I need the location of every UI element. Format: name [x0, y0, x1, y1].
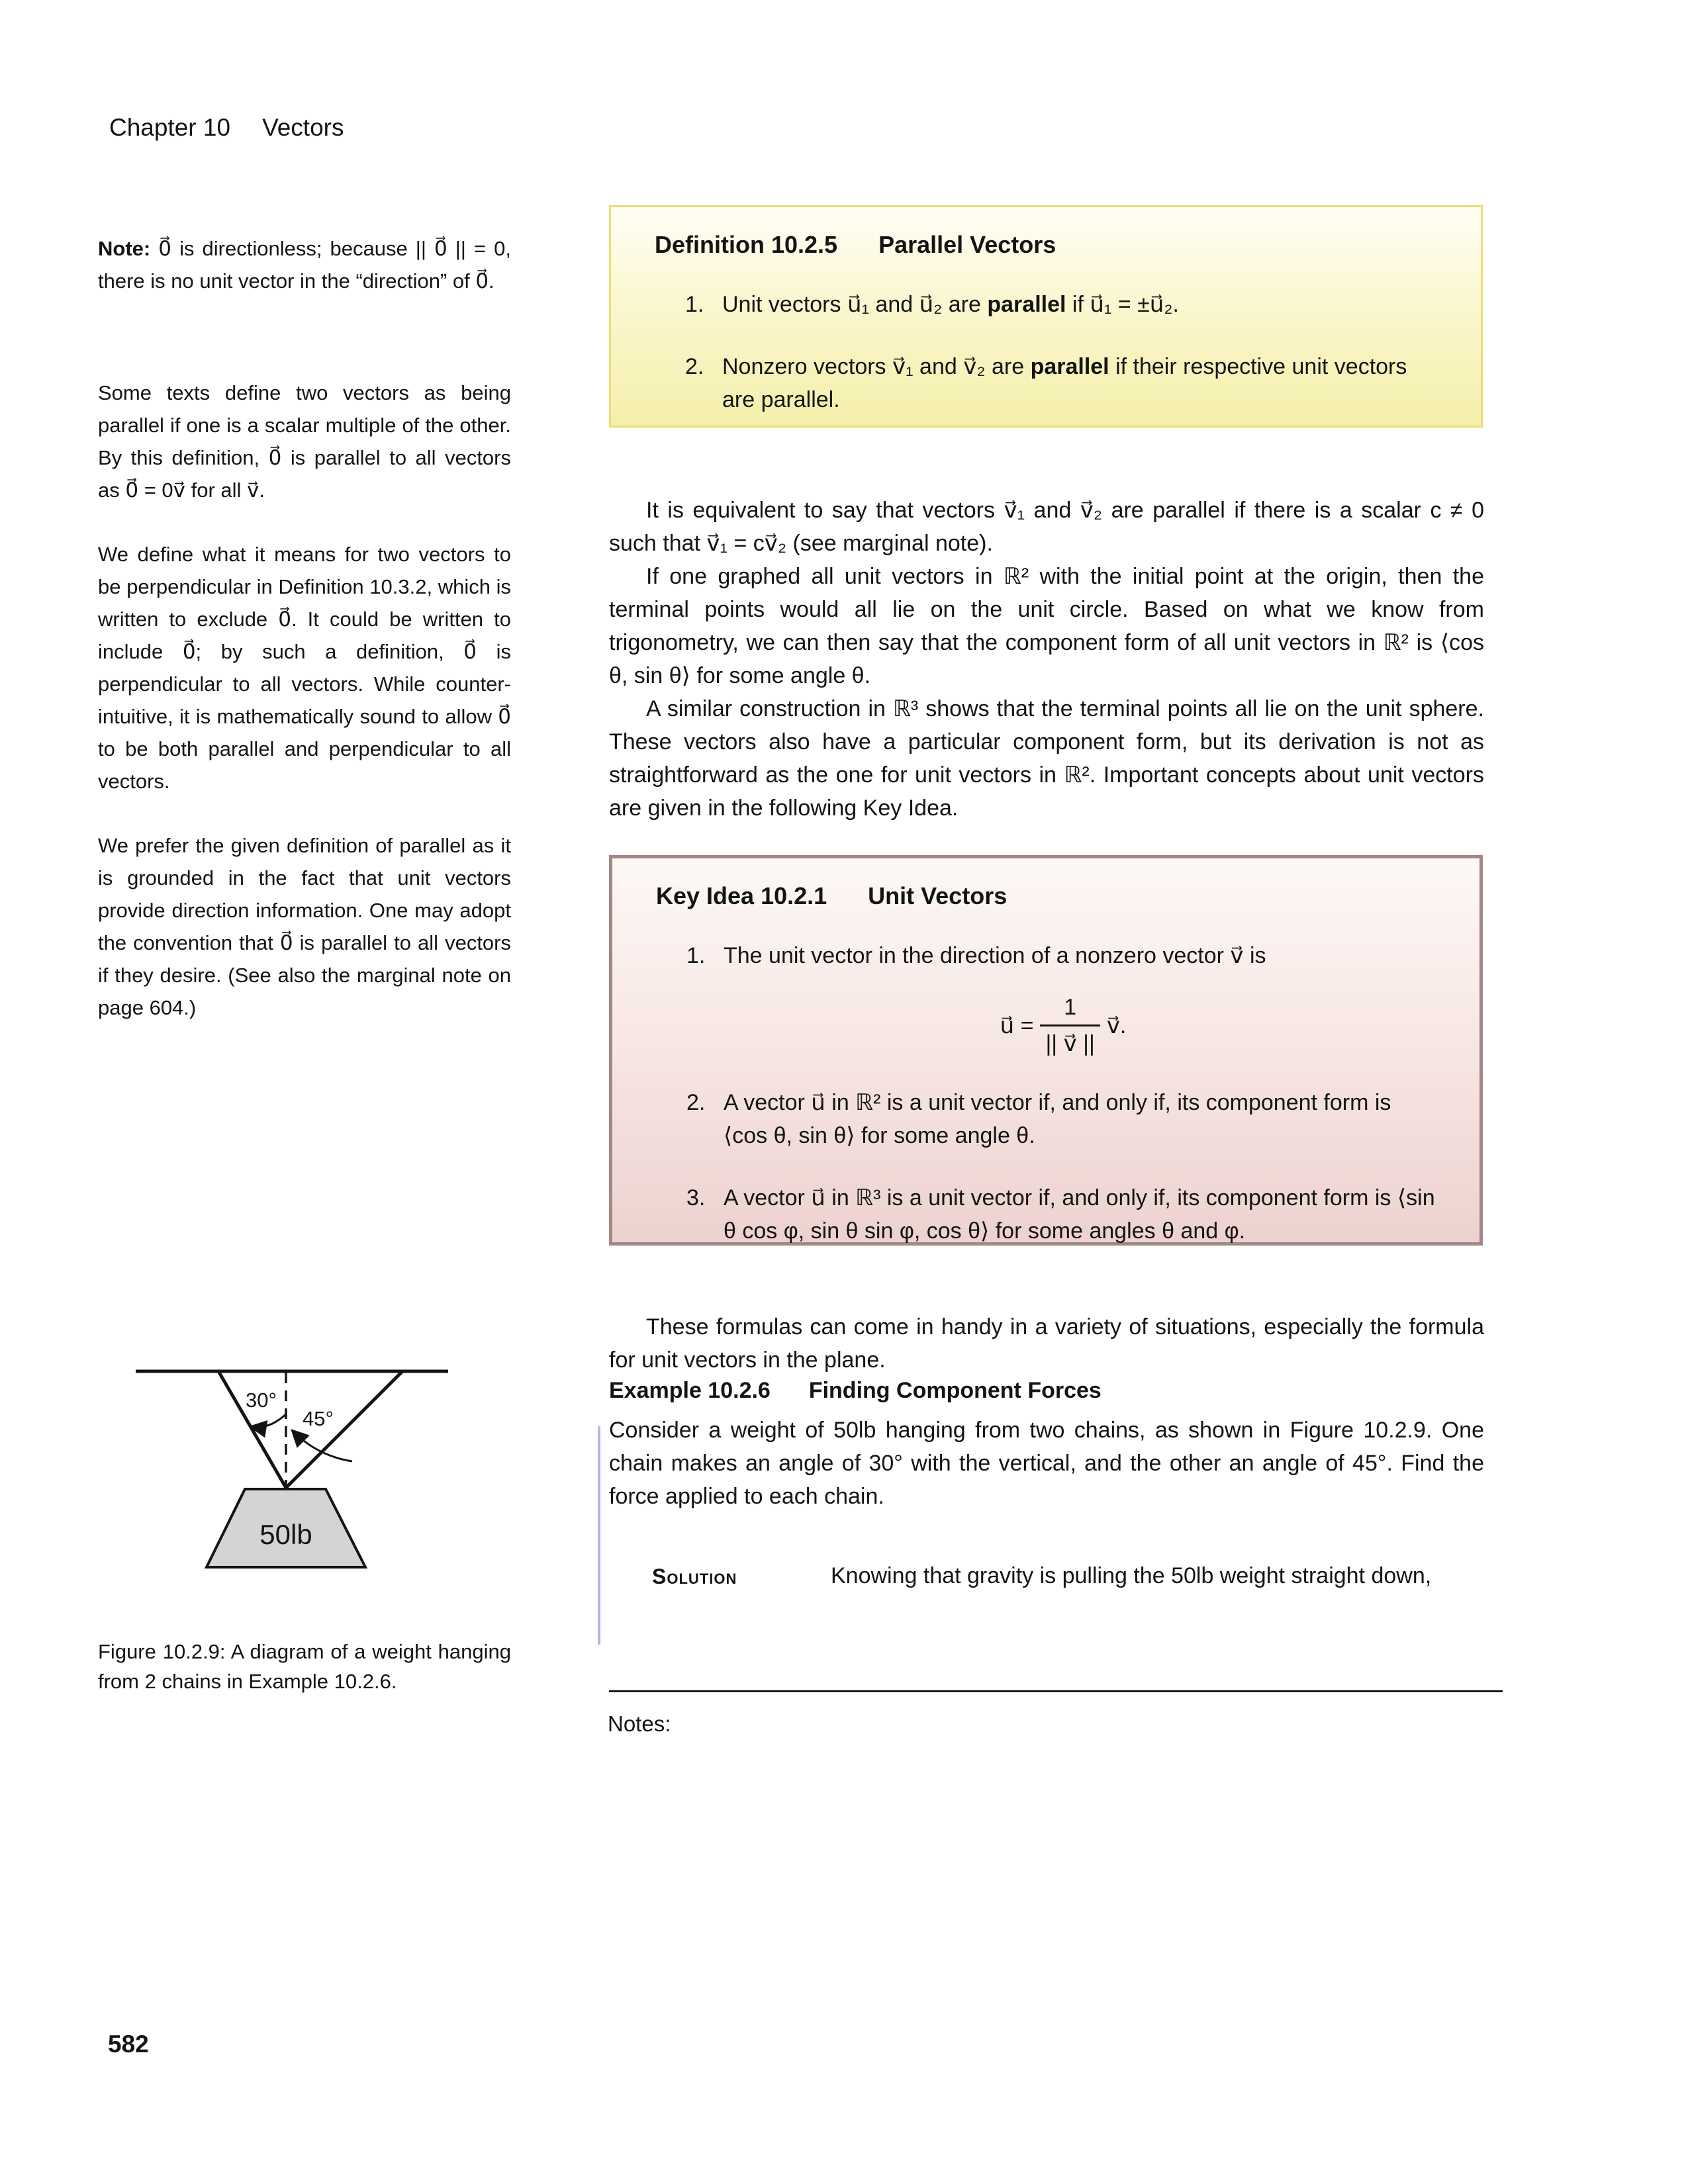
key-idea-box: [609, 855, 1483, 1246]
body-paragraph-3: A similar construction in ℝ³ shows that the terminal points all lie on the unit sphere. These vectors also have a particular component form, but its derivation is not as straightforward as the one for unit vectors in ℝ². Important concepts about unit vectors are given in the following Key Idea.: [609, 696, 1484, 821]
body-paragraph-2: If one graphed all unit vectors in ℝ² with the initial point at the origin, then the terminal points would all lie on the unit circle. Based on what we know from trigonometry, we can then say that the component form of all unit vectors in ℝ² is ⟨cos θ, sin θ⟩ for some angle θ.: [609, 564, 1484, 688]
definition-item-1: [685, 288, 1441, 321]
definition-item-2: [685, 350, 1441, 416]
angle-45-label: 45°: [303, 1407, 334, 1430]
unit-vector-formula: [686, 995, 1440, 1057]
item-number: 3.: [686, 1185, 706, 1210]
angle-30-label: 30°: [246, 1388, 277, 1412]
item-number: 1.: [685, 292, 704, 317]
formula-fraction: [1040, 995, 1100, 1057]
fraction-numerator: 1: [1064, 995, 1077, 1020]
key-idea-item-3: [686, 1181, 1440, 1248]
example-heading: [609, 1378, 1102, 1404]
item-text: The unit vector in the direction of a nonzero vector v⃗ is: [724, 943, 1266, 968]
weight-label: 50lb: [259, 1519, 312, 1550]
key-idea-item-1: [686, 939, 1440, 972]
key-idea-list: [686, 939, 1440, 1248]
key-idea-item-2: [686, 1086, 1440, 1152]
formula-lhs: u⃗ =: [1000, 1013, 1034, 1038]
definition-box-title: [655, 231, 1481, 259]
item-text: Unit vectors u⃗₁ and u⃗₂ are parallel if u⃗₁ = ±u⃗₂.: [722, 292, 1179, 317]
margin-note-3: We define what it means for two vectors to be perpendicular in Definition 10.3.2, which is written to exclude 0⃗. It could be written to include 0⃗; by such a definition, 0⃗ is perpendicular to all vectors. While counter-intuitive, it is mathematically sound to allow 0⃗ to be both parallel and perpendicular to all vectors.: [98, 543, 511, 793]
solution-text: Knowing that gravity is pulling the 50lb weight straight down,: [831, 1563, 1432, 1588]
page-number: 582: [108, 2030, 149, 2058]
example-body: Consider a weight of 50lb hanging from two chains, as shown in Figure 10.2.9. One chain makes an angle of 30° with the vertical, and the other an angle of 45°. Find the force applied to each chain.: [609, 1418, 1484, 1509]
key-idea-title: Unit Vectors: [868, 882, 1008, 909]
item-text: Nonzero vectors v⃗₁ and v⃗₂ are parallel if their respective unit vectors are parallel.: [722, 354, 1407, 412]
fraction-denominator: || v⃗ ||: [1040, 1024, 1100, 1057]
item-text: A vector u⃗ in ℝ² is a unit vector if, and only if, its component form is ⟨cos θ, sin θ⟩ for some angle θ.: [724, 1090, 1391, 1148]
example-label: Example 10.2.6: [609, 1378, 771, 1403]
margin-note-1: Note: 0⃗ is directionless; because || 0⃗ || = 0, there is no unit vector in the “direction” of 0⃗.: [98, 237, 511, 293]
definition-list: [685, 288, 1441, 416]
example-left-rule: [598, 1426, 600, 1645]
notes-divider: [609, 1690, 1503, 1692]
key-idea-box-title: [656, 882, 1479, 910]
item-number: 1.: [686, 943, 706, 968]
key-idea-label: Key Idea 10.2.1: [656, 882, 827, 909]
chapter-title: Vectors: [262, 114, 344, 141]
formula-rhs: v⃗.: [1106, 1013, 1127, 1038]
item-number: 2.: [686, 1090, 706, 1115]
body-paragraph-1: It is equivalent to say that vectors v⃗₁ and v⃗₂ are parallel if there is a scalar c ≠ 0 such that v⃗₁ = cv⃗₂ (see marginal note).: [609, 498, 1484, 556]
figure-weight-chains: [122, 1355, 506, 1574]
definition-label: Definition 10.2.5: [655, 231, 838, 258]
angle-45-arc: [293, 1432, 352, 1461]
body-paragraph-4: These formulas can come in handy in a variety of situations, especially the formula for unit vectors in the plane.: [609, 1314, 1484, 1373]
margin-note-4: We prefer the given definition of parallel as it is grounded in the fact that unit vectors provide direction information. One may adopt the convention that 0⃗ is parallel to all vectors if they desire. (See also the marginal note on page 604.): [98, 834, 511, 1019]
definition-title: Parallel Vectors: [878, 231, 1056, 258]
solution-label: Solution: [652, 1565, 737, 1588]
definition-box: [609, 205, 1483, 428]
chapter-label: Chapter 10: [109, 114, 231, 141]
angle-30-arc: [252, 1414, 287, 1428]
chapter-header: [109, 114, 344, 142]
example-title: Finding Component Forces: [808, 1378, 1102, 1403]
figure-caption: Figure 10.2.9: A diagram of a weight hanging from 2 chains in Example 10.2.6.: [98, 1640, 511, 1693]
item-number: 2.: [685, 354, 704, 379]
item-text: A vector u⃗ in ℝ³ is a unit vector if, and only if, its component form is ⟨sin θ cos φ, sin θ sin φ, cos θ⟩ for some angles θ and φ.: [724, 1185, 1435, 1244]
margin-note-2: Some texts define two vectors as being parallel if one is a scalar multiple of the other. By this definition, 0⃗ is parallel to all vectors as 0⃗ = 0v⃗ for all v⃗.: [98, 381, 511, 502]
notes-label: Notes:: [608, 1711, 671, 1736]
solution-row: [652, 1563, 1431, 1589]
